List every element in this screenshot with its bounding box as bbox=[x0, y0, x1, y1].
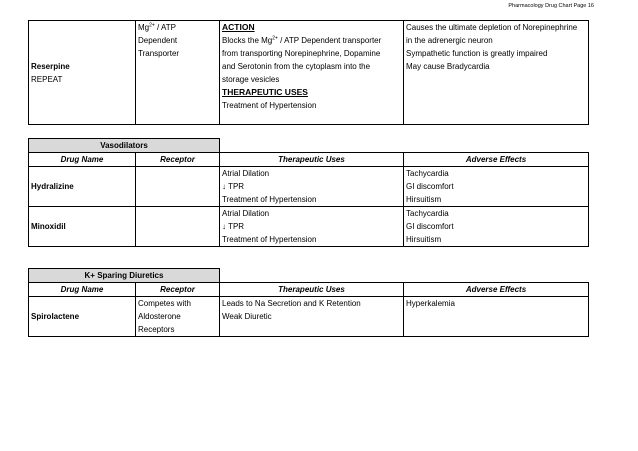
receptor-cell bbox=[136, 207, 220, 247]
vasodilators-table bbox=[28, 138, 589, 247]
action-line: from transporting Norepinephrine, Dopamine bbox=[222, 49, 381, 58]
receptor-line: $Mg^{2+}$ / ATP bbox=[138, 22, 177, 32]
uses-cell: Leads to Na Secretion and K Retention Weak Diuretic bbox=[220, 297, 404, 337]
reserpine-drug-cell bbox=[29, 21, 136, 125]
header-adverse-effects: Adverse Effects bbox=[404, 153, 589, 167]
header-receptor: Receptor bbox=[136, 153, 220, 167]
section-title: K+ Sparing Diuretics bbox=[29, 269, 220, 283]
uses-cell: Atrial Dilation ↓ TPR Treatment of Hypertension bbox=[220, 167, 404, 207]
header-drug-name: Drug Name bbox=[29, 283, 136, 297]
action-heading: ACTION bbox=[222, 22, 255, 32]
adverse-line: in the adrenergic neuron bbox=[406, 36, 493, 45]
action-line: Blocks the $Mg^{2+}$ / ATP Dependent transporter bbox=[222, 35, 382, 45]
ksparing-table bbox=[28, 268, 589, 337]
action-line: storage vesicles bbox=[222, 75, 280, 84]
uses-cell: Atrial Dilation ↓ TPR Treatment of Hypertension bbox=[220, 207, 404, 247]
header-receptor: Receptor bbox=[136, 283, 220, 297]
page-header: Pharmacology Drug Chart Page 16 bbox=[508, 3, 594, 9]
receptor-cell bbox=[136, 167, 220, 207]
adverse-line: Causes the ultimate depletion of Norepinephrine bbox=[406, 23, 578, 32]
reserpine-action-cell bbox=[220, 21, 404, 125]
action-line: and Serotonin from the cytoplasm into the bbox=[222, 62, 371, 71]
drug-name: Hydralizine bbox=[29, 167, 136, 207]
reserpine-receptor-cell bbox=[136, 21, 220, 125]
drug-name: Reserpine bbox=[31, 61, 70, 71]
table-row bbox=[29, 297, 589, 337]
drug-name: Spirolactene bbox=[29, 297, 136, 337]
receptor-cell: Competes with Aldosterone Receptors bbox=[136, 297, 220, 337]
table-row bbox=[29, 167, 589, 207]
adverse-cell: Hyperkalemia bbox=[404, 297, 589, 337]
therapeutic-heading: THERAPEUTIC USES bbox=[222, 87, 308, 97]
header-therapeutic-uses: Therapeutic Uses bbox=[220, 283, 404, 297]
header-therapeutic-uses: Therapeutic Uses bbox=[220, 153, 404, 167]
header-adverse-effects: Adverse Effects bbox=[404, 283, 589, 297]
adverse-line: Sympathetic function is greatly impaired bbox=[406, 49, 548, 58]
adverse-cell: Tachycardia GI discomfort Hirsuitism bbox=[404, 167, 589, 207]
reserpine-adverse-cell bbox=[404, 21, 589, 125]
therapeutic-line: Treatment of Hypertension bbox=[222, 101, 317, 110]
section-title: Vasodilators bbox=[29, 139, 220, 153]
header-drug-name: Drug Name bbox=[29, 153, 136, 167]
table-row bbox=[29, 207, 589, 247]
adverse-cell: Tachycardia GI discomfort Hirsuitism bbox=[404, 207, 589, 247]
drug-name: Minoxidil bbox=[29, 207, 136, 247]
reserpine-table bbox=[28, 20, 589, 125]
adverse-line: May cause Bradycardia bbox=[406, 62, 490, 71]
receptor-line: Dependent bbox=[138, 36, 178, 45]
drug-note: REPEAT bbox=[31, 74, 63, 84]
receptor-line: Transporter bbox=[138, 49, 180, 58]
